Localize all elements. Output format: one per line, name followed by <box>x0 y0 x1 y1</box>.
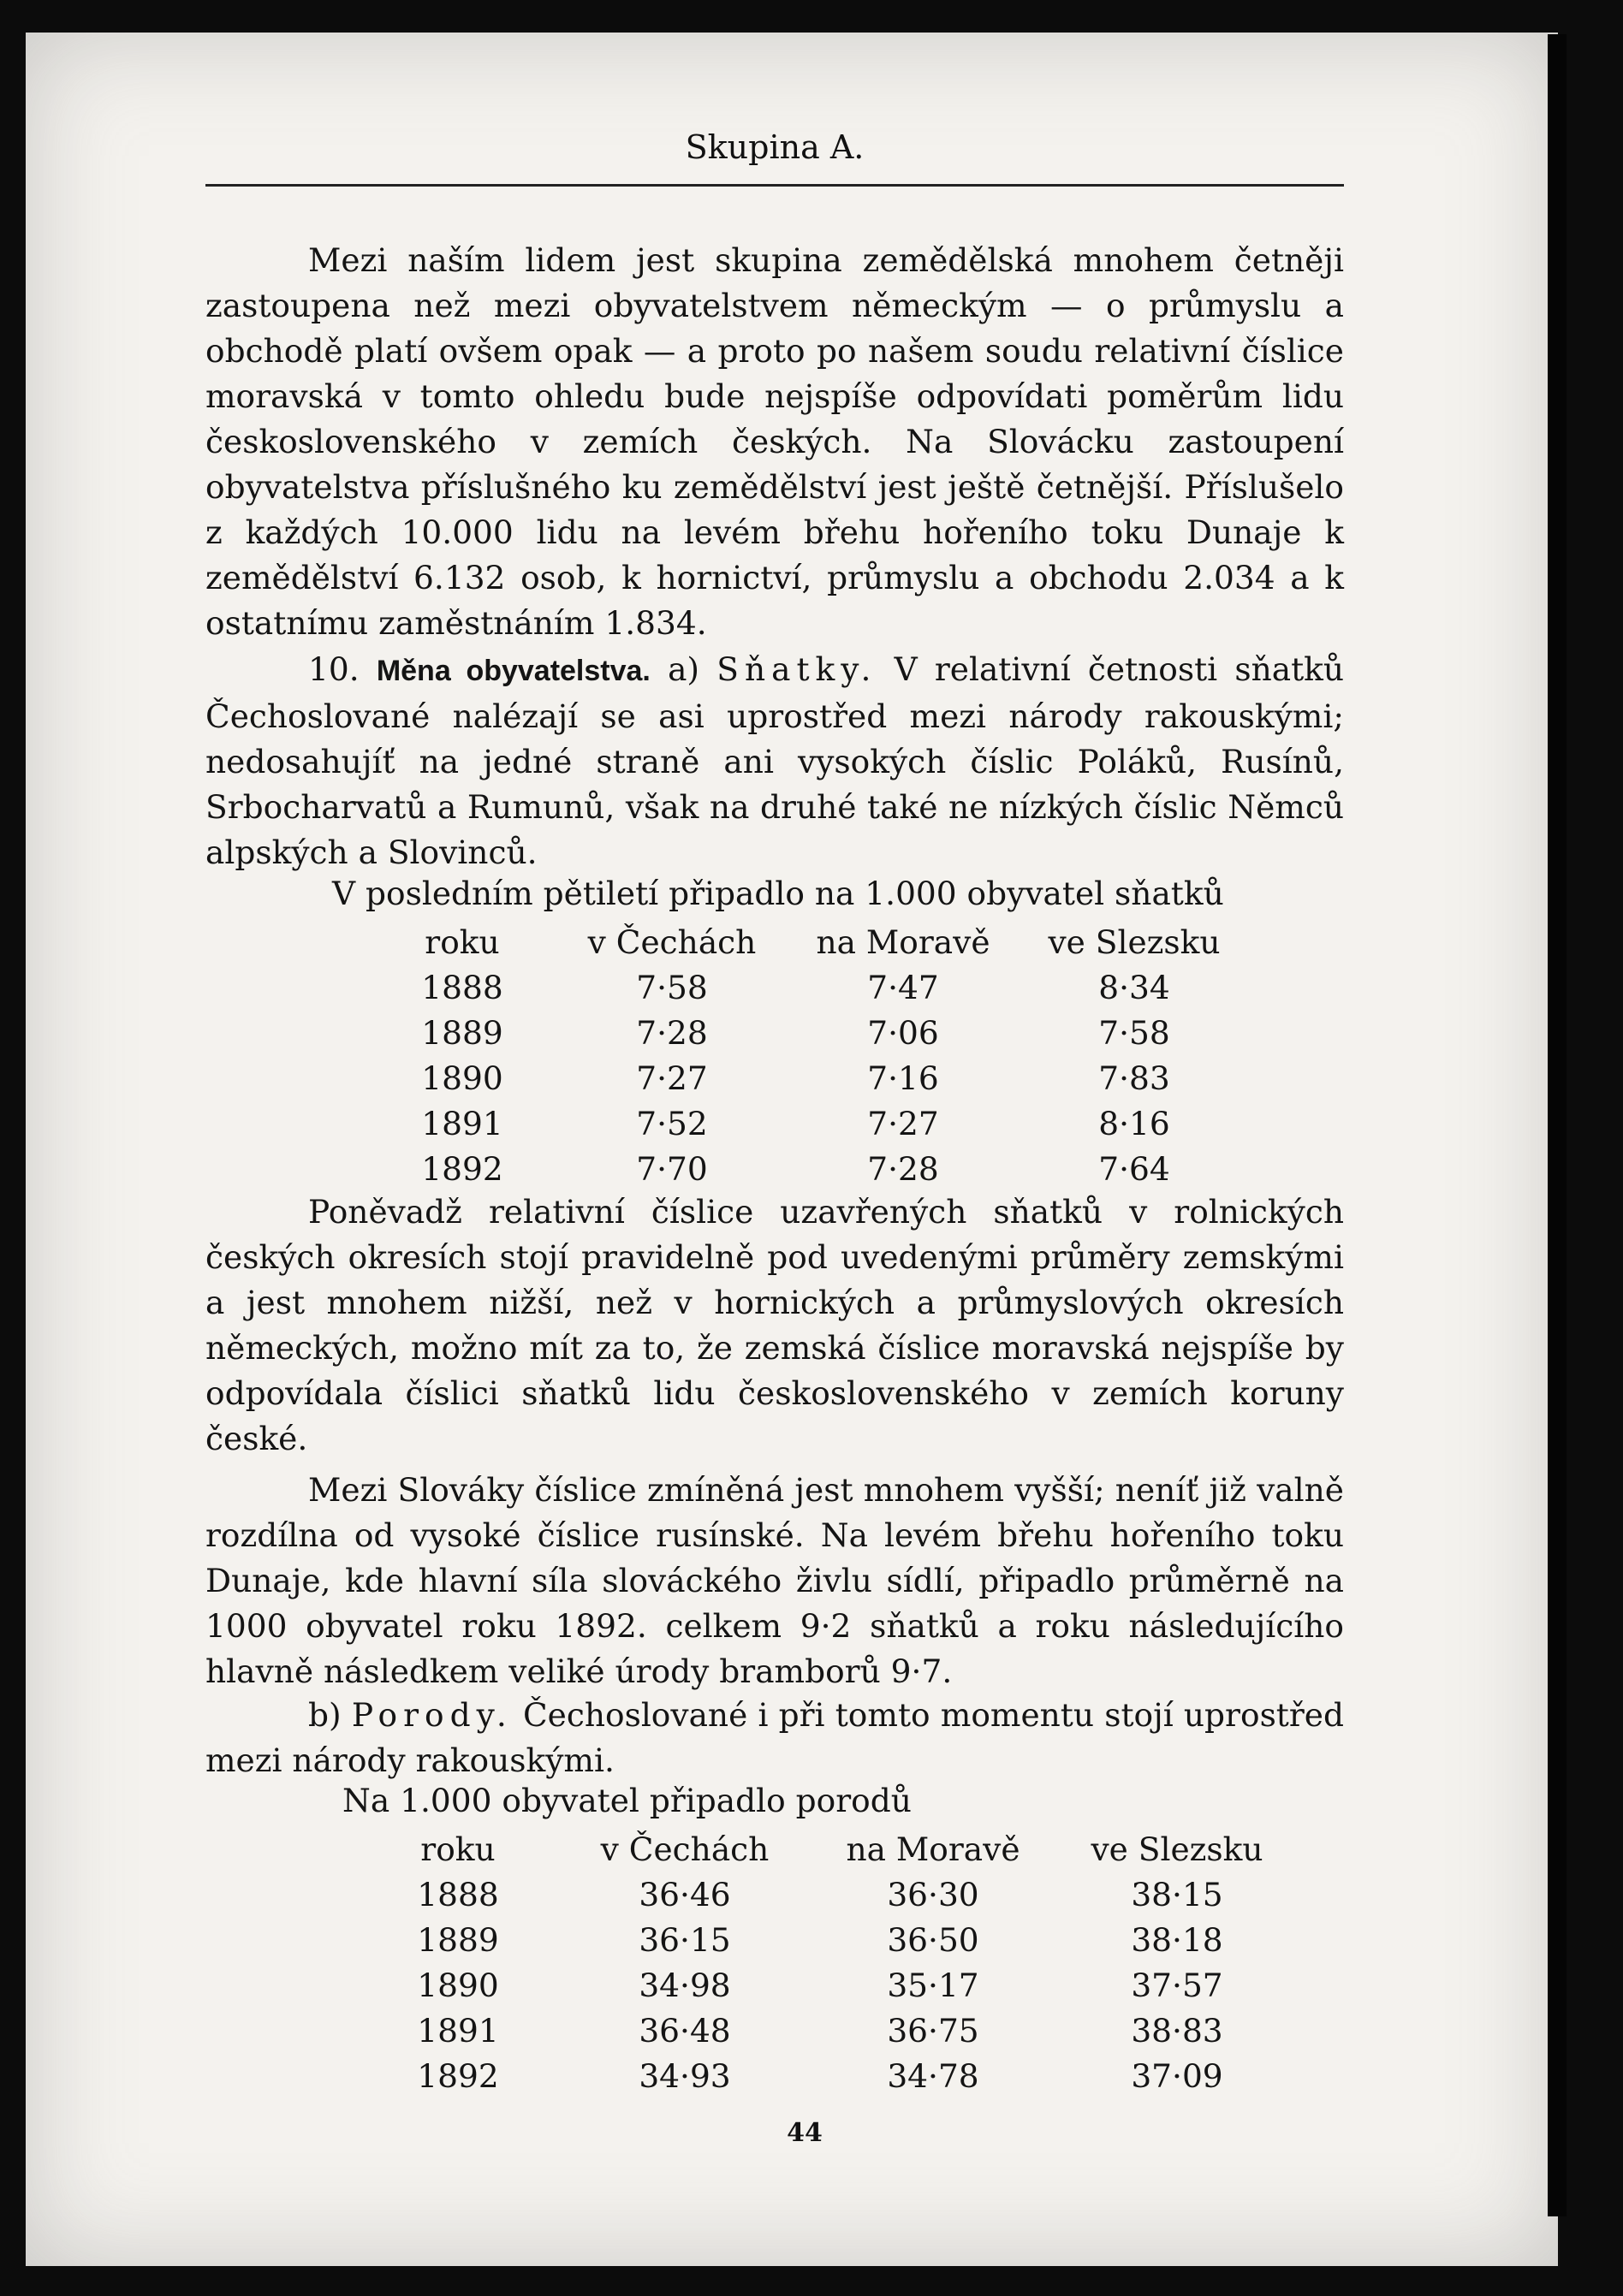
table-cell: 38·18 <box>1131 1920 1223 1959</box>
table-cell: 36·50 <box>887 1920 979 1959</box>
table-row <box>360 1917 1301 1962</box>
table-cell: 1891 <box>421 1104 503 1142</box>
table-cell: 37·09 <box>1131 2056 1223 2095</box>
table-cell: 8·34 <box>1098 968 1170 1006</box>
table-cell: 1890 <box>417 1966 499 2004</box>
table-cell: 7·70 <box>636 1149 708 1188</box>
table-cell: 34·98 <box>639 1966 731 2004</box>
table-cell: 36·48 <box>639 2011 731 2050</box>
table-cell: 7·58 <box>1098 1013 1170 1052</box>
subsection-heading: Sňatky. <box>716 650 877 688</box>
table-cell: 36·15 <box>639 1920 731 1959</box>
subsection-label: a) <box>668 650 700 688</box>
table-row <box>368 1101 1250 1146</box>
table-cell: 1888 <box>421 968 503 1006</box>
running-header: Skupina A. <box>685 128 865 166</box>
table-header-row <box>360 1826 1301 1872</box>
text-block-5 <box>205 1693 1344 1783</box>
table-cell: 7·27 <box>867 1104 939 1142</box>
table-cell: 36·75 <box>887 2011 979 2050</box>
column-header: ve Slezsku <box>1048 923 1221 961</box>
paragraph-slovaks: Mezi Slováky číslice zmíněná jest mnohem vyšší; neníť již valně rozdílna od vysoké číslice rusínské. Na levém břehu hořeního toku Dunaje, kde hlavní síla slováckého živlu sídlí, připadlo průměrně na 1000 obyvatel roku 1892. celkem 9·2 sňatků a roku následujícího hlavně následkem veliké úrody bramborů 9·7. <box>205 1471 1344 1690</box>
table-cell: 34·78 <box>887 2056 979 2095</box>
table-cell: 1889 <box>421 1013 503 1052</box>
page-number: 44 <box>787 2118 823 2148</box>
table-cell: 7·28 <box>636 1013 708 1052</box>
table-cell: 7·27 <box>636 1059 708 1097</box>
table-row <box>360 1962 1301 2008</box>
column-header: roku <box>425 923 500 961</box>
table-row <box>360 1872 1301 1917</box>
table-cell: 7·64 <box>1098 1149 1170 1188</box>
table-cell: 7·83 <box>1098 1059 1170 1097</box>
table-cell: 1892 <box>417 2056 499 2095</box>
table-row <box>368 1010 1250 1055</box>
table-cell: 35·17 <box>887 1966 979 2004</box>
table-row <box>368 1146 1250 1191</box>
paragraph-body: V relativní četnosti sňatků Čechoslované nalézají se asi uprostřed mezi národy rakouskými; nedosahujíť na jedné straně ani vysokých číslic Poláků, Rusínů, Srbocharvatů a Rumunů, však na druhé také ne nízkých číslic Němců alpských a Slovinců. <box>205 650 1345 871</box>
table-cell: 7·52 <box>636 1104 708 1142</box>
table-cell: 34·93 <box>639 2056 731 2095</box>
header-rule <box>205 184 1344 187</box>
table-marriages-caption: V posledním pětiletí připadlo na 1.000 obyvatel sňatků <box>332 875 1224 912</box>
table-cell: 1892 <box>421 1149 503 1188</box>
column-header: v Čechách <box>587 923 757 961</box>
table-row <box>368 964 1250 1010</box>
table-row <box>360 2008 1301 2053</box>
column-header: ve Slezsku <box>1091 1830 1263 1868</box>
table-cell: 7·47 <box>867 968 939 1006</box>
paragraph-districts: Poněvadž relativní číslice uzavřených sňatků v rolnických českých okresích stojí pravidelně pod uvedenými průměry zemskými a jest mnohem nižší, než v hornických a průmyslových okresích německých, možno mít za to, že zemská číslice moravská nejspíše by odpovídala číslici sňatků lidu československého v zemích koruny české. <box>205 1193 1344 1457</box>
column-header: v Čechách <box>600 1830 770 1868</box>
table-cell: 1889 <box>417 1920 499 1959</box>
paragraph-marriages <box>205 647 1344 875</box>
table-births <box>360 1826 1301 2098</box>
page-edge-shadow <box>1548 34 1567 2216</box>
table-cell: 7·16 <box>867 1059 939 1097</box>
table-cell: 7·58 <box>636 968 708 1006</box>
table-births-caption: Na 1.000 obyvatel připadlo porodů <box>342 1782 912 1819</box>
text-block-1 <box>205 238 1344 646</box>
table-row <box>360 2053 1301 2098</box>
section-number: 10. <box>308 650 360 688</box>
table-cell: 1891 <box>417 2011 499 2050</box>
text-block-2 <box>205 647 1344 875</box>
text-block-4 <box>205 1468 1344 1694</box>
column-header: na Moravě <box>846 1830 1020 1868</box>
table-cell: 1890 <box>421 1059 503 1097</box>
column-header: na Moravě <box>816 923 990 961</box>
table-cell: 1888 <box>417 1875 499 1913</box>
table-header-row <box>368 919 1250 964</box>
table-cell: 7·06 <box>867 1013 939 1052</box>
paragraph-births <box>205 1693 1344 1783</box>
table-cell: 7·28 <box>867 1149 939 1188</box>
subsection-label: b) <box>308 1696 342 1734</box>
text-block-3 <box>205 1190 1344 1462</box>
table-cell: 36·46 <box>639 1875 731 1913</box>
table-cell: 38·15 <box>1131 1875 1223 1913</box>
table-marriages <box>368 919 1250 1191</box>
paragraph-agriculture: Mezi naším lidem jest skupina zemědělská mnohem četněji zastoupena než mezi obyvatelstvem německým — o průmyslu a obchodě platí ovšem opak — a proto po našem soudu relativní číslice moravská v tomto ohledu bude nejspíše odpovídati poměrům lidu československého v zemích českých. Na Slovácku zastoupení obyvatelstva příslušného ku zemědělství jest ještě četnější. Příslušelo z každých 10.000 lidu na levém břehu hořeního toku Dunaje k zemědělství 6.132 osob, k hornictví, průmyslu a obchodu 2.034 a k ostatnímu zaměstnáním 1.834. <box>205 241 1344 642</box>
table-cell: 38·83 <box>1131 2011 1223 2050</box>
paragraph-body: Čechoslované i při tomto momentu stojí uprostřed mezi národy rakouskými. <box>205 1696 1345 1779</box>
section-heading: Měna obyvatelstva. <box>376 655 651 687</box>
column-header: roku <box>420 1830 496 1868</box>
table-row <box>368 1055 1250 1101</box>
subsection-heading: Porody. <box>351 1696 513 1734</box>
table-cell: 36·30 <box>887 1875 979 1913</box>
table-cell: 8·16 <box>1098 1104 1170 1142</box>
table-cell: 37·57 <box>1131 1966 1223 2004</box>
